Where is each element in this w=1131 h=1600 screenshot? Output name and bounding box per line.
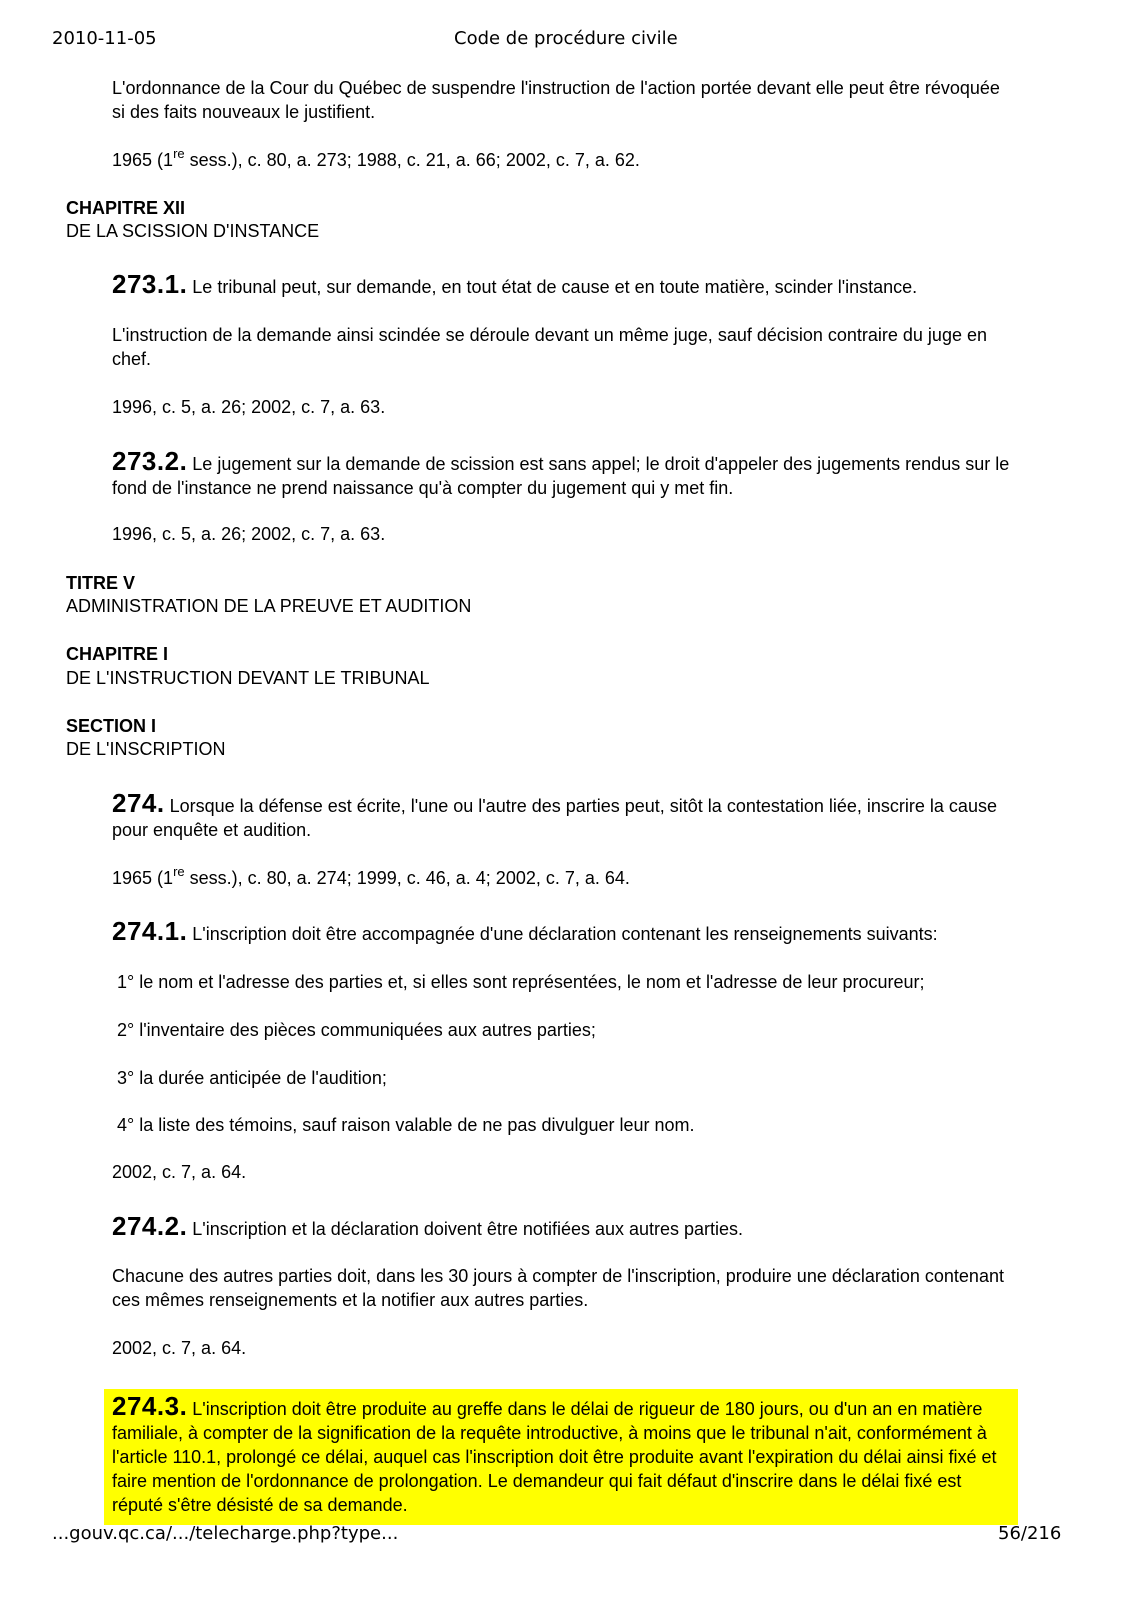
article-number: 274.3. bbox=[112, 1391, 188, 1421]
header-date: 2010-11-05 bbox=[52, 28, 157, 49]
chapter-12-title: DE LA SCISSION D'INSTANCE bbox=[66, 221, 320, 241]
article-number: 274.2. bbox=[112, 1211, 188, 1241]
footer-url: ...gouv.qc.ca/.../telecharge.php?type... bbox=[52, 1523, 399, 1544]
article-number: 273.2. bbox=[112, 446, 188, 476]
article-number: 274. bbox=[112, 788, 165, 818]
chapter-1-label: CHAPITRE I bbox=[66, 644, 169, 664]
section-1-title: DE L'INSCRIPTION bbox=[66, 739, 226, 759]
article-274-3: 274.3. L'inscription doit être produite au greffe dans le délai de rigueur de 180 jours, ou d'un an en matière familiale, à compter de la signification de la requête introductive, à moins que le tribunal n'ait, conformément à l'article 110.1, prolongé ce délai, auquel cas l'inscription doit être produite avant l'expiration du délai ainsi fixé et faire mention de l'ordonnance de prolongation. Le demandeur qui fait défaut d'inscrire dans le délai fixé est réputé s'être désisté de sa demande. bbox=[112, 1391, 997, 1515]
article-274-2-para2: Chacune des autres parties doit, dans les 30 jours à compter de l'inscription, produire une déclaration contenant ces mêmes renseignements et la notifier aux autres parties. bbox=[112, 1266, 1004, 1310]
chapter-1-title: DE L'INSTRUCTION DEVANT LE TRIBUNAL bbox=[66, 668, 430, 688]
article-274-2: 274.2. L'inscription et la déclaration doivent être notifiées aux autres parties. bbox=[112, 1211, 744, 1241]
list-item: 3° la durée anticipée de l'audition; bbox=[117, 1068, 387, 1088]
chapter-12-label: CHAPITRE XII bbox=[66, 198, 186, 218]
list-item: 2° l'inventaire des pièces communiquées aux autres parties; bbox=[117, 1020, 596, 1040]
article-273-2: 273.2. Le jugement sur la demande de scission est sans appel; le droit d'appeler des jugements rendus sur le fond de l'instance ne prend naissance qu'à compter du jugement qui y met fin. bbox=[112, 446, 1010, 498]
article-274-1: 274.1. L'inscription doit être accompagnée d'une déclaration contenant les renseignements suivants: bbox=[112, 916, 938, 946]
article-number: 274.1. bbox=[112, 916, 188, 946]
history-273-1: 1996, c. 5, a. 26; 2002, c. 7, a. 63. bbox=[112, 397, 386, 417]
history-274-2: 2002, c. 7, a. 64. bbox=[112, 1338, 247, 1358]
footer-page-number: 56/216 bbox=[998, 1523, 1062, 1544]
history-274: 1965 (1re sess.), c. 80, a. 274; 1999, c. 46, a. 4; 2002, c. 7, a. 64. bbox=[112, 864, 630, 888]
history-273-2: 1996, c. 5, a. 26; 2002, c. 7, a. 63. bbox=[112, 524, 386, 544]
article-274: 274. Lorsque la défense est écrite, l'une ou l'autre des parties peut, sitôt la contestation liée, inscrire la cause pour enquête et audition. bbox=[112, 788, 997, 840]
list-item: 1° le nom et l'adresse des parties et, si elles sont représentées, le nom et l'adresse de leur procureur; bbox=[117, 972, 925, 992]
list-item: 4° la liste des témoins, sauf raison valable de ne pas divulguer leur nom. bbox=[117, 1115, 695, 1135]
titre-5-label: TITRE V bbox=[66, 573, 136, 593]
article-273-1: 273.1. Le tribunal peut, sur demande, en tout état de cause et en toute matière, scinder l'instance. bbox=[112, 269, 918, 299]
section-1-label: SECTION I bbox=[66, 716, 157, 736]
header-title: Code de procédure civile bbox=[454, 28, 678, 49]
history-273: 1965 (1re sess.), c. 80, a. 273; 1988, c. 21, a. 66; 2002, c. 7, a. 62. bbox=[112, 146, 640, 170]
intro-paragraph: L'ordonnance de la Cour du Québec de suspendre l'instruction de l'action portée devant elle peut être révoquée si des faits nouveaux le justifient. bbox=[112, 78, 1000, 122]
history-274-1: 2002, c. 7, a. 64. bbox=[112, 1162, 247, 1182]
article-273-1-para2: L'instruction de la demande ainsi scindée se déroule devant un même juge, sauf décision contraire du juge en chef. bbox=[112, 325, 987, 369]
article-number: 273.1. bbox=[112, 269, 188, 299]
titre-5-title: ADMINISTRATION DE LA PREUVE ET AUDITION bbox=[66, 596, 472, 616]
